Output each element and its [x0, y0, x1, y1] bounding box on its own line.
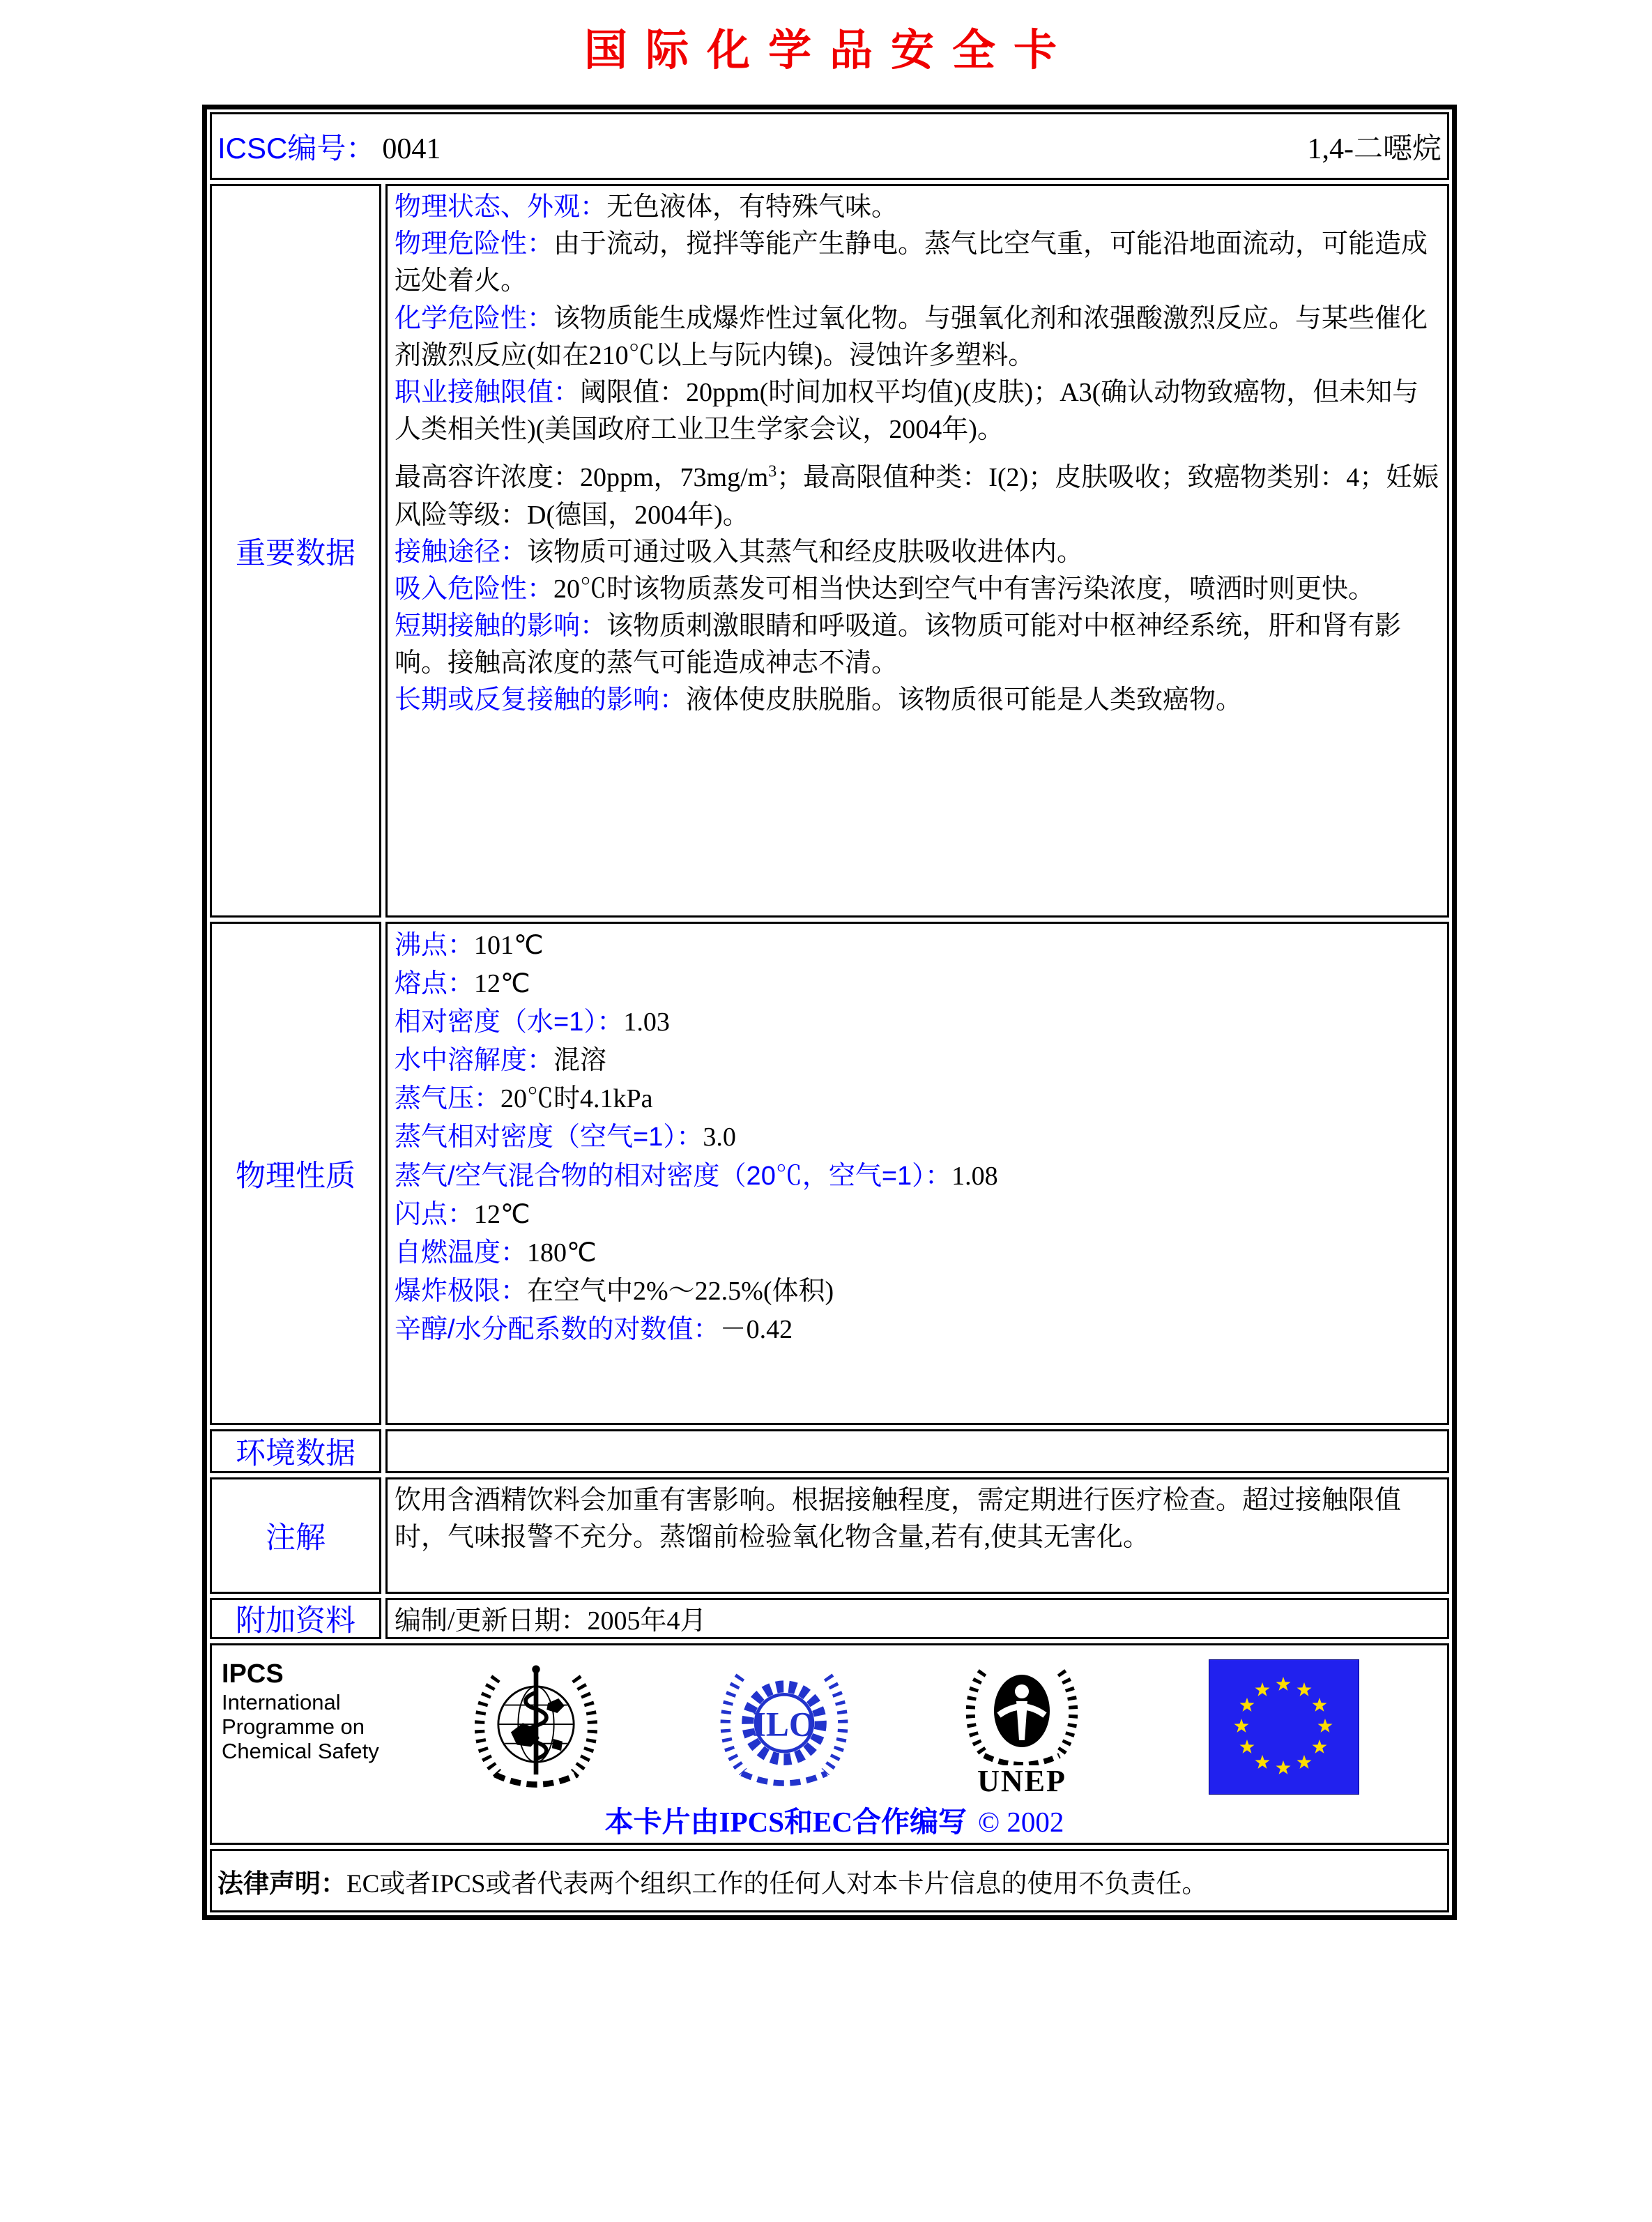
footer-logos-row: [210, 1643, 1449, 1845]
footer-logos-cell: [210, 1643, 1449, 1845]
ipcs-subtitle-line2: Programme on: [222, 1714, 365, 1739]
paragraph: [395, 965, 1440, 1003]
eu-flag-icon: [1209, 1659, 1359, 1798]
field-text: 该物质刺激眼睛和呼吸道。该物质可能对中枢神经系统，肝和肾有影响。接触高浓度的蒸气可能造成神志不清。: [395, 611, 1402, 678]
field-label: 爆炸极限：: [395, 1276, 528, 1306]
field-text: 1.03: [623, 1007, 670, 1037]
icsc-number-value: 0041: [382, 132, 441, 165]
section-row-notes: [210, 1477, 1449, 1594]
field-label: 物理状态、外观：: [395, 192, 607, 222]
paragraph: [395, 927, 1440, 965]
section-row-important-data: [210, 184, 1449, 918]
field-text: 101℃: [474, 931, 544, 960]
field-text: 12℃: [474, 969, 530, 999]
field-text: 阈限值：20ppm(时间加权平均值)(皮肤)；A3(确认动物致癌物，但未知与人类相关性)(美国政府工业卫生学家会议，2004年)。: [395, 377, 1419, 445]
field-label: 职业接触限值：: [395, 377, 581, 407]
field-label: 吸入危险性：: [395, 574, 554, 604]
paragraph: [395, 1157, 1440, 1196]
section-label-environmental-data: 环境数据: [210, 1429, 381, 1473]
paragraph: [395, 1042, 1440, 1080]
field-label: 辛醇/水分配系数的对数值：: [395, 1314, 720, 1344]
legal-row: [210, 1849, 1449, 1912]
logos-strip: [222, 1659, 1447, 1796]
legal-cell: [210, 1849, 1449, 1912]
field-label: 蒸气相对密度（空气=1）：: [395, 1123, 703, 1152]
header-cell: [210, 112, 1449, 180]
field-text: 180℃: [527, 1238, 597, 1268]
unep-label: UNEP: [977, 1764, 1066, 1798]
paragraph: [395, 608, 1440, 682]
section-content-additional-information: [385, 1598, 1449, 1639]
field-label: 相对密度（水=1）：: [395, 1007, 624, 1037]
field-text: 12℃: [474, 1199, 530, 1229]
field-text: 液体使皮肤脱脂。该物质很可能是人类致癌物。: [686, 685, 1243, 715]
field-text: －0.42: [719, 1314, 793, 1344]
field-label: 化学危险性：: [395, 303, 554, 333]
field-label: 蒸气压：: [395, 1084, 501, 1114]
page-title: 国际化学品安全卡: [583, 27, 1075, 75]
icsc-card: [202, 105, 1457, 1920]
icsc-number: [217, 125, 441, 167]
section-content-environmental-data: [385, 1429, 1449, 1473]
field-label: 长期或反复接触的影响：: [395, 685, 687, 715]
field-text: 无色液体，有特殊气味。: [606, 192, 898, 222]
field-label: 蒸气/空气混合物的相对密度（20℃，空气=1）：: [395, 1161, 952, 1191]
icsc-number-label: ICSC编号：: [217, 131, 376, 165]
section-label-notes: 注解: [210, 1477, 381, 1594]
paragraph: [395, 682, 1440, 719]
section-label-physical-properties: 物理性质: [210, 922, 381, 1425]
header-row: [210, 112, 1449, 180]
paragraph: [395, 534, 1440, 571]
footer-caption-text: 本卡片由IPCS和EC合作编写: [604, 1806, 967, 1838]
section-row-environmental-data: [210, 1429, 1449, 1473]
field-text: ；最高限值种类：I(2)；皮肤吸收；致癌物类别：4；妊娠风险等级：D(德国，2004年)。: [395, 463, 1439, 530]
legal-statement-label: 法律声明：: [217, 1869, 346, 1898]
paragraph: [395, 1272, 1440, 1311]
section-row-additional-information: [210, 1598, 1449, 1639]
paragraph: [395, 1311, 1440, 1349]
field-label: 沸点：: [395, 931, 475, 960]
field-label: 接触途径：: [395, 537, 528, 567]
ipcs-title: IPCS: [222, 1659, 284, 1689]
paragraph: [395, 189, 1440, 226]
field-label: 物理危险性：: [395, 229, 554, 259]
paragraph: [395, 1234, 1440, 1272]
field-label: 闪点：: [395, 1199, 475, 1229]
field-text: 在空气中2%～22.5%(体积): [527, 1276, 834, 1306]
ipcs-subtitle-line3: Chemical Safety: [222, 1738, 379, 1763]
paragraph: [395, 459, 1440, 533]
field-text: 该物质能生成爆炸性过氧化物。与强氧化剂和浓强酸激烈反应。与某些催化剂激烈反应(如在210℃以上与阮内镍)。浸蚀许多塑料。: [395, 303, 1428, 370]
paragraph: [395, 1080, 1440, 1118]
field-label: 熔点：: [395, 969, 475, 999]
field-text: 3.0: [703, 1123, 736, 1152]
ipcs-subtitle-line1: International: [222, 1689, 341, 1714]
field-label: 短期接触的影响：: [395, 611, 607, 641]
paragraph: [395, 374, 1440, 448]
field-text: 20℃时该物质蒸发可相当快达到空气中有害污染浓度，喷洒时则更快。: [553, 574, 1375, 604]
footer-caption: [222, 1799, 1447, 1840]
section-label-additional-information: 附加资料: [210, 1598, 381, 1639]
unep-logo-icon: [962, 1659, 1082, 1799]
section-content-important-data: [385, 184, 1449, 918]
who-logo-icon: [470, 1659, 602, 1795]
chemical-name: 1,4-二噁烷: [1307, 132, 1441, 165]
svg-text:ILO: ILO: [752, 1705, 816, 1744]
paragraph: [395, 571, 1440, 608]
field-text: 该物质可通过吸入其蒸气和经皮肤吸收进体内。: [527, 537, 1084, 567]
section-label-important-data: 重要数据: [210, 184, 381, 918]
section-content-physical-properties: [385, 922, 1449, 1425]
paragraph: [395, 1482, 1440, 1556]
legal-statement-text: EC或者IPCS或者代表两个组织工作的任何人对本卡片信息的使用不负责任。: [346, 1869, 1208, 1898]
section-row-physical-properties: [210, 922, 1449, 1425]
paragraph: [395, 1196, 1440, 1234]
field-text: 1.08: [951, 1161, 998, 1191]
field-text: 由于流动，搅拌等能产生静电。蒸气比空气重，可能沿地面流动，可能造成远处着火。: [395, 229, 1428, 296]
paragraph: [395, 1003, 1440, 1042]
field-text: 混溶: [553, 1046, 607, 1076]
footer-copyright: © 2002: [977, 1806, 1064, 1838]
ipcs-text-block: [222, 1659, 397, 1763]
field-label: 自燃温度：: [395, 1238, 528, 1268]
paragraph: [395, 226, 1440, 300]
field-text: 3: [768, 462, 777, 481]
paragraph: [395, 300, 1440, 374]
paragraph: [395, 1118, 1440, 1157]
section-content-notes: [385, 1477, 1449, 1594]
field-label: 水中溶解度：: [395, 1046, 554, 1076]
field-text: 20℃时4.1kPa: [500, 1084, 653, 1114]
field-text: 编制/更新日期：2005年4月: [395, 1606, 707, 1636]
field-text: 饮用含酒精饮料会加重有害影响。根据接触程度，需定期进行医疗检查。超过接触限值时，气味报警不充分。蒸馏前检验氧化物含量,若有,使其无害化。: [395, 1486, 1402, 1553]
ilo-logo-icon: [718, 1659, 850, 1795]
paragraph: [395, 1603, 1440, 1639]
field-text: 最高容许浓度：20ppm，73mg/m: [395, 463, 769, 493]
